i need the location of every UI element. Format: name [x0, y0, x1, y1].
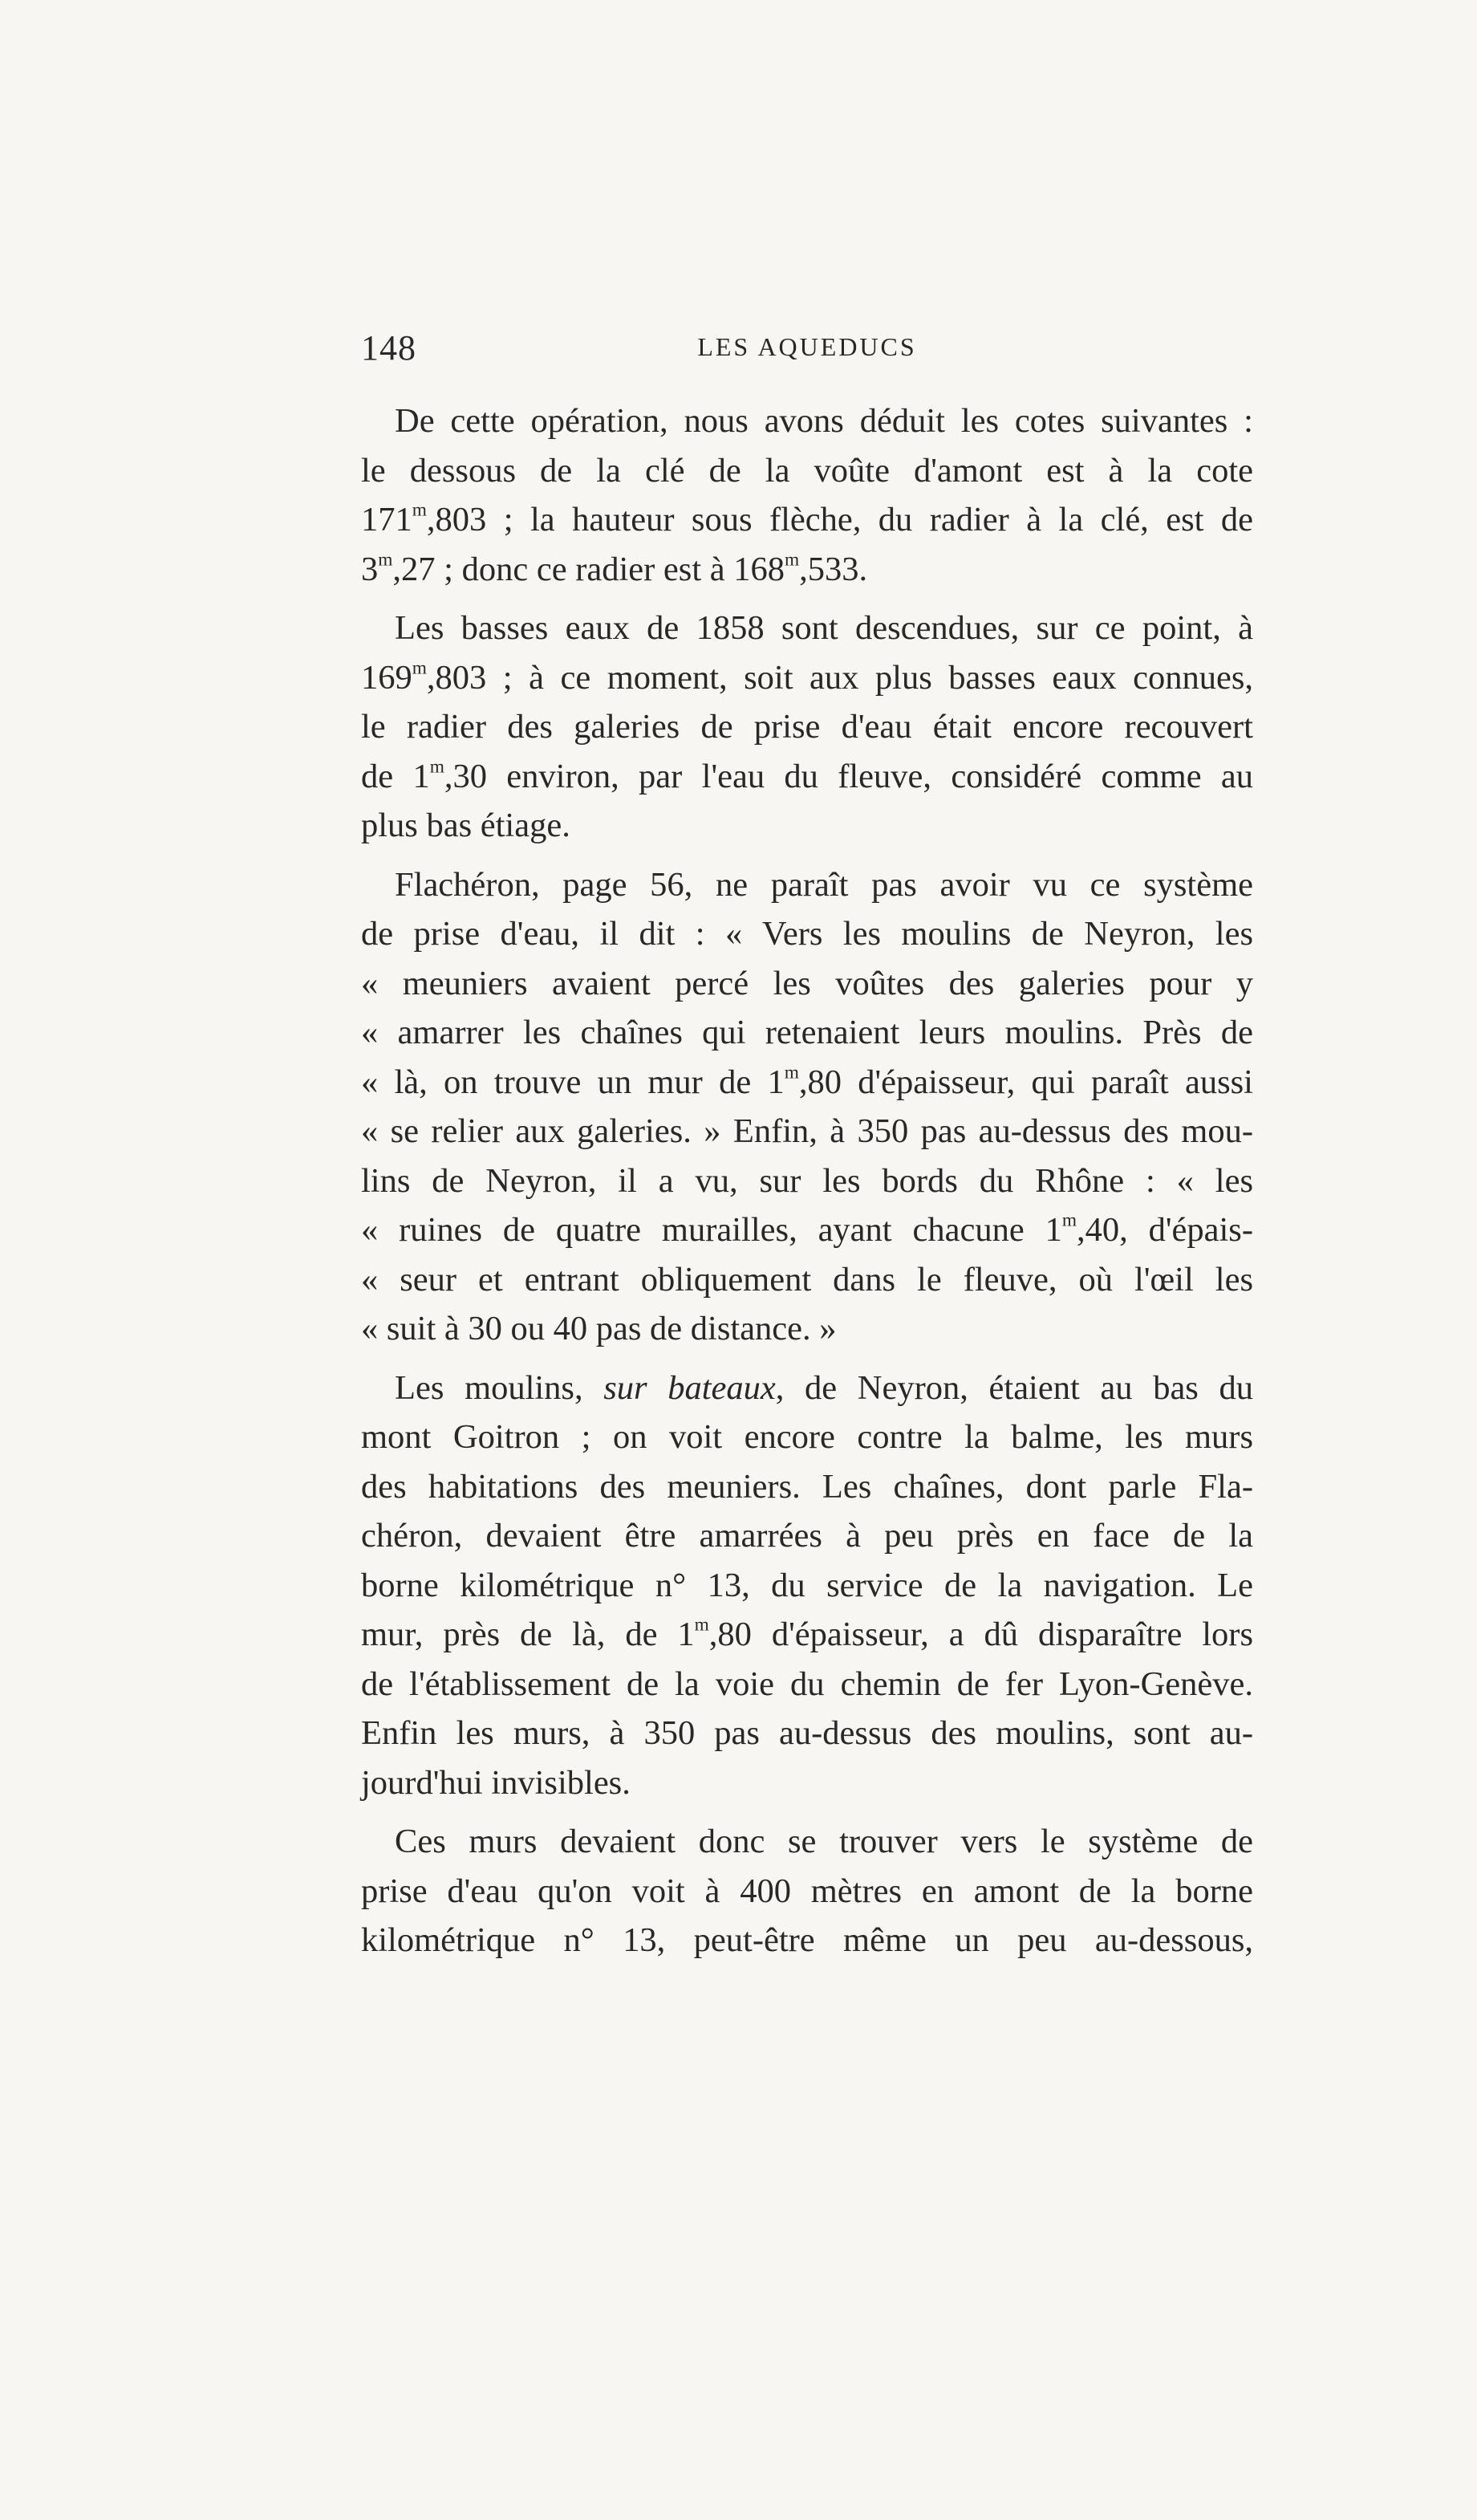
- text-line: « ruines de quatre murailles, ayant chacune 1$^m$,40, d'épais-: [361, 1209, 1253, 1249]
- text-line: « meuniers avaient percé les voûtes des galeries pour y: [361, 964, 1253, 1002]
- page-number: 148: [361, 328, 416, 368]
- text-line: mont Goitron ; on voit encore contre la balme, les murs: [361, 1418, 1253, 1456]
- running-title: LES AQUEDUCS: [697, 332, 917, 361]
- text-line: Les moulins, sur bateaux, de Neyron, étaient au bas du: [395, 1368, 1253, 1407]
- text-line: des habitations des meuniers. Les chaînes, dont parle Fla-: [361, 1467, 1253, 1506]
- text-line: « là, on trouve un mur de 1$^m$,80 d'épaisseur, qui paraît aussi: [361, 1061, 1253, 1101]
- text-line: Ces murs devaient donc se trouver vers le système de: [395, 1823, 1253, 1860]
- text-line: le radier des galeries de prise d'eau était encore recouvert: [361, 708, 1253, 746]
- text-line: 169$^m$,803 ; à ce moment, soit aux plus basses eaux connues,: [361, 656, 1253, 697]
- text-line: chéron, devaient être amarrées à peu près en face de la: [361, 1517, 1253, 1555]
- paragraph-1: [361, 396, 1253, 594]
- text-line: « amarrer les chaînes qui retenaient leurs moulins. Près de: [361, 1014, 1253, 1051]
- text-line: plus bas étiage.: [361, 807, 570, 844]
- paragraph-5: [361, 1817, 1253, 1965]
- text-line: jourd'hui invisibles.: [361, 1763, 631, 1802]
- text-line: Les basses eaux de 1858 sont descendues, sur ce point, à: [395, 609, 1253, 647]
- running-head: [361, 327, 1253, 376]
- text-line: lins de Neyron, il a vu, sur les bords du Rhône : « les: [361, 1161, 1253, 1200]
- paragraph-4: [361, 1364, 1253, 1808]
- text-line: « suit à 30 ou 40 pas de distance. »: [361, 1310, 837, 1347]
- text-line: kilométrique n° 13, peut-être même un peu au-dessous,: [361, 1921, 1253, 1959]
- text-line: De cette opération, nous avons déduit les cotes suivantes :: [395, 402, 1253, 440]
- text-line: de 1$^m$,30 environ, par l'eau du fleuve, considéré comme au: [361, 755, 1253, 795]
- text-line: Enfin les murs, à 350 pas au-dessus des moulins, sont au-: [361, 1714, 1253, 1752]
- text-line: mur, près de là, de 1$^m$,80 d'épaisseur, a dû disparaître lors: [361, 1614, 1254, 1653]
- text-line: de l'établissement de la voie du chemin de fer Lyon-Genève.: [361, 1664, 1253, 1703]
- text-line: borne kilométrique n° 13, du service de la navigation. Le: [361, 1566, 1253, 1604]
- text-line: Flachéron, page 56, ne paraît pas avoir vu ce système: [395, 865, 1253, 904]
- text-line: prise d'eau qu'on voit à 400 mètres en amont de la borne: [361, 1872, 1253, 1910]
- text-line: 3$^m$,27 ; donc ce radier est à 168$^m$,533.: [361, 548, 868, 588]
- text-line: 171$^m$,803 ; la hauteur sous flèche, du radier à la clé, est de: [361, 499, 1253, 539]
- body-text: [361, 396, 1253, 1975]
- text-line: « seur et entrant obliquement dans le fleuve, où l'œil les: [361, 1260, 1253, 1299]
- text-line: de prise d'eau, il dit : « Vers les moulins de Neyron, les: [361, 915, 1253, 953]
- paragraph-3: [361, 860, 1253, 1354]
- text-line: le dessous de la clé de la voûte d'amont est à la cote: [361, 451, 1253, 490]
- text-line: « se relier aux galeries. » Enfin, à 350 pas au-dessus des mou-: [361, 1112, 1253, 1150]
- paragraph-2: [361, 604, 1253, 851]
